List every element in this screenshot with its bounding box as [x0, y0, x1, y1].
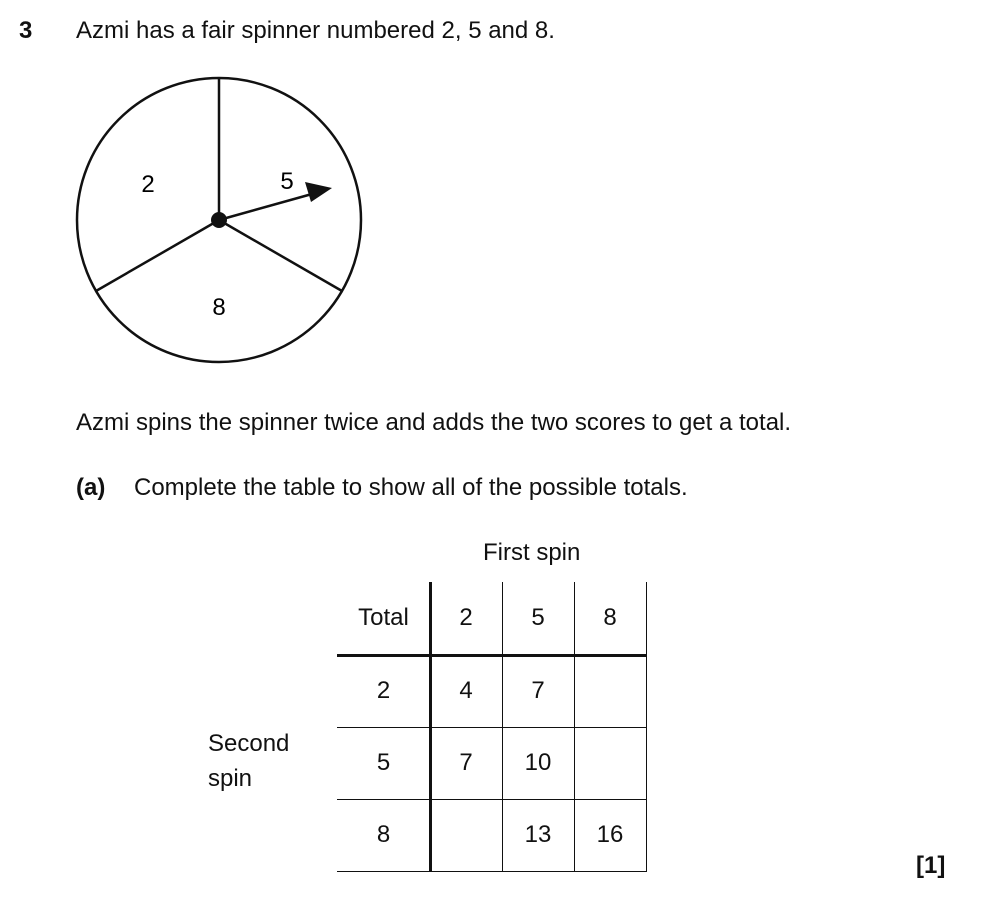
row-header: 5 — [376, 749, 391, 776]
table-corner: Total — [358, 604, 409, 631]
row-header: 8 — [376, 821, 391, 848]
table-cell-blank[interactable] — [574, 727, 646, 799]
table-divider — [337, 727, 647, 728]
column-header: 2 — [459, 604, 473, 631]
pointer-arrowhead-icon — [305, 182, 332, 202]
spinner-diagram — [0, 0, 400, 380]
table-divider — [337, 871, 647, 872]
question-number: 3 — [19, 17, 33, 44]
spinner-label: 2 — [141, 171, 155, 198]
row-title: Second — [208, 730, 290, 757]
part-label: (a) — [76, 474, 106, 501]
column-title: First spin — [483, 539, 581, 566]
table-cell: 4 — [459, 677, 473, 704]
column-header: 5 — [531, 604, 545, 631]
row-title: spin — [208, 765, 253, 792]
table-cell: 10 — [524, 749, 552, 776]
table-cell: 7 — [459, 749, 473, 776]
marks-label: [1] — [916, 852, 946, 879]
spinner-divider — [96, 220, 219, 291]
table-divider — [337, 654, 647, 657]
table-cell: 16 — [596, 821, 624, 848]
spinner-label: 8 — [212, 294, 226, 321]
spinner-pointer — [219, 194, 312, 220]
spinner-label: 5 — [280, 168, 294, 195]
table-divider — [337, 799, 647, 800]
table-cell: 13 — [524, 821, 552, 848]
question-intro: Azmi has a fair spinner numbered 2, 5 and 8. — [76, 17, 555, 44]
part-a-text: Complete the table to show all of the possible totals. — [134, 474, 688, 501]
table-cell-blank[interactable] — [574, 655, 646, 727]
column-header: 8 — [603, 604, 617, 631]
table-cell: 7 — [531, 677, 545, 704]
spinner-pivot — [211, 212, 227, 228]
table-cell-blank[interactable] — [430, 799, 502, 871]
spinner-divider — [219, 220, 342, 291]
row-header: 2 — [376, 677, 391, 704]
instruction-text: Azmi spins the spinner twice and adds the two scores to get a total. — [76, 409, 792, 436]
